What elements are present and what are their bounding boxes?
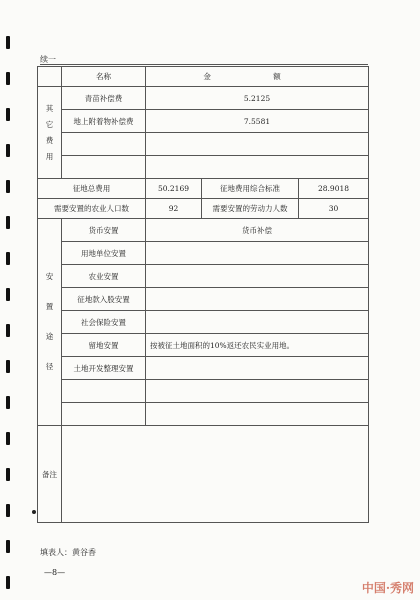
placement-value (146, 357, 369, 380)
binder-hole (6, 396, 10, 409)
placement-value (146, 265, 369, 288)
placement-value (146, 403, 369, 426)
placement-value (146, 311, 369, 334)
total-fee-value: 50.2169 (146, 179, 202, 199)
binder-hole (6, 432, 10, 445)
standard-label: 征地费用综合标准 (202, 179, 299, 199)
binder-hole (6, 72, 10, 85)
binder-hole (6, 540, 10, 553)
farm-pop-value: 92 (146, 199, 202, 219)
page-number: —8— (44, 568, 66, 577)
corner-cell (38, 67, 62, 87)
table-row (38, 110, 369, 133)
placement-value (146, 380, 369, 403)
fee-amount (146, 133, 369, 156)
table-row (38, 219, 369, 242)
binder-hole (6, 288, 10, 301)
placement-type (62, 403, 146, 426)
placement-type: 货币安置 (62, 219, 146, 242)
remarks-row (38, 426, 369, 523)
placement-type: 农业安置 (62, 265, 146, 288)
binder-hole (6, 216, 10, 229)
table-row (38, 334, 369, 357)
table-row (38, 357, 369, 380)
binder-hole (6, 36, 10, 49)
col-amount-header: 金 额 (146, 67, 369, 87)
fee-name: 青苗补偿费 (62, 87, 146, 110)
placement-value (146, 288, 369, 311)
table-row (38, 288, 369, 311)
table-row (38, 242, 369, 265)
standard-value: 28.9018 (299, 179, 369, 199)
total-fee-label: 征地总费用 (38, 179, 146, 199)
placement-type: 土地开发整理安置 (62, 357, 146, 380)
placement-type (62, 380, 146, 403)
table-row (38, 311, 369, 334)
fee-name (62, 156, 146, 179)
binder-hole (6, 360, 10, 373)
ink-dot (32, 510, 36, 514)
table-header-row (38, 67, 369, 87)
binder-hole (6, 252, 10, 265)
table-row (38, 199, 369, 219)
farm-pop-label: 需要安置的农业人口数 (38, 199, 146, 219)
binder-hole (6, 468, 10, 481)
binder-hole (6, 180, 10, 193)
labor-label: 需要安置的劳动力人数 (202, 199, 299, 219)
binder-hole (6, 144, 10, 157)
table-row (38, 179, 369, 199)
binder-hole (6, 504, 10, 517)
fee-amount: 7.5581 (146, 110, 369, 133)
site-watermark: 中国·秀网 (361, 581, 414, 595)
placement-type: 社会保险安置 (62, 311, 146, 334)
binder-hole (6, 324, 10, 337)
table-row (38, 156, 369, 179)
placement-label: 安 置 途 径 (38, 219, 62, 426)
fee-name (62, 133, 146, 156)
continued-label: 续一 (40, 55, 56, 64)
fee-amount (146, 156, 369, 179)
placement-value (146, 242, 369, 265)
table-row (38, 380, 369, 403)
table-row (38, 133, 369, 156)
other-fees-label: 其 它 费 用 (38, 87, 62, 179)
remarks-value (62, 426, 369, 523)
table-row (38, 87, 369, 110)
placement-value: 货币补偿 (146, 219, 369, 242)
binder-hole (6, 576, 10, 589)
fee-name: 地上附着物补偿费 (62, 110, 146, 133)
placement-type: 用地单位安置 (62, 242, 146, 265)
labor-value: 30 (299, 199, 369, 219)
fee-amount: 5.2125 (146, 87, 369, 110)
placement-type: 留地安置 (62, 334, 146, 357)
land-compensation-table (37, 66, 369, 523)
table-row (38, 265, 369, 288)
col-name-header: 名称 (62, 67, 146, 87)
placement-type: 征地款入股安置 (62, 288, 146, 311)
placement-value: 按被征土地面积的10%返还农民实业用地。 (146, 334, 369, 357)
table-row (38, 403, 369, 426)
form-filler: 填表人：黄谷香 (40, 548, 96, 557)
top-rule (40, 64, 368, 65)
binder-hole (6, 108, 10, 121)
remarks-label: 备注 (38, 426, 62, 523)
